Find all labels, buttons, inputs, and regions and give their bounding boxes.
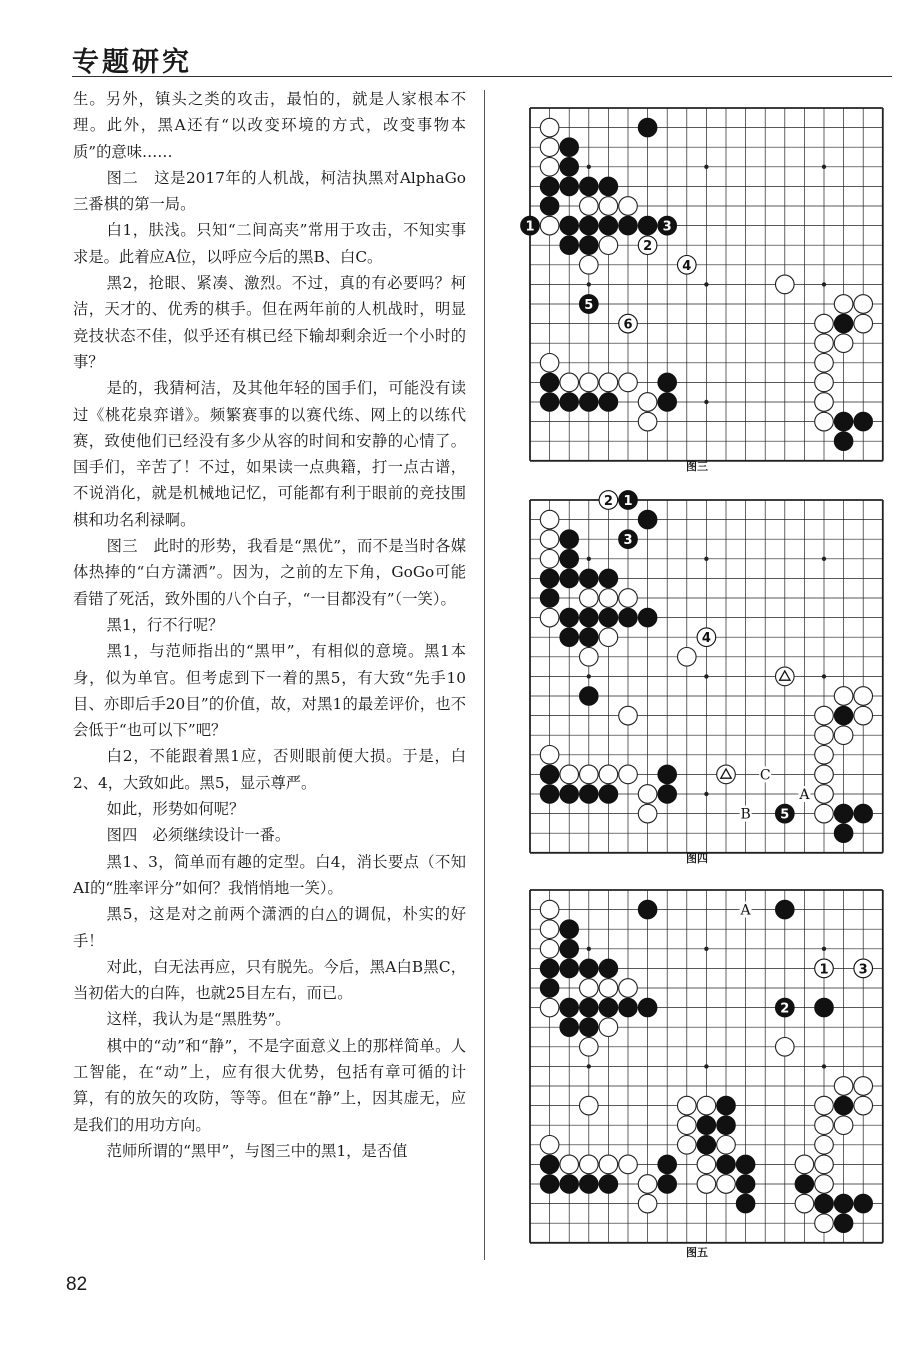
white-stone xyxy=(599,1018,618,1037)
black-stone xyxy=(560,920,579,939)
white-stone xyxy=(599,373,618,392)
white-stone xyxy=(540,354,559,373)
white-stone xyxy=(540,746,559,765)
point-letter: C xyxy=(759,767,771,784)
black-stone xyxy=(580,216,599,235)
numbered-move xyxy=(619,491,638,510)
star-point xyxy=(587,282,591,286)
black-stone xyxy=(540,177,559,196)
white-stone xyxy=(580,589,599,608)
black-stone xyxy=(834,706,853,725)
numbered-move xyxy=(815,959,834,978)
white-stone xyxy=(815,746,834,765)
paragraph: 白1，肤浅。只知“二间高夹”常用于攻击，不知实事求是。此着应A位，以呼应今后的黑B、白C。 xyxy=(73,221,466,266)
white-stone xyxy=(599,979,618,998)
black-stone xyxy=(638,118,657,137)
white-stone xyxy=(815,804,834,823)
black-stone xyxy=(540,589,559,608)
black-stone xyxy=(580,569,599,588)
column-divider xyxy=(484,90,485,1260)
black-stone xyxy=(560,940,579,959)
white-stone xyxy=(815,393,834,412)
white-stone xyxy=(834,1116,853,1135)
black-stone xyxy=(560,216,579,235)
numbered-move xyxy=(854,959,873,978)
star-point xyxy=(587,674,591,678)
move-number: 5 xyxy=(780,807,790,823)
black-stone xyxy=(815,1194,834,1213)
move-number: 4 xyxy=(701,631,711,647)
numbered-move xyxy=(619,530,638,549)
black-stone xyxy=(599,998,618,1017)
white-stone xyxy=(697,1155,716,1174)
white-stone xyxy=(580,1038,599,1057)
black-stone xyxy=(540,393,559,412)
black-stone xyxy=(834,1096,853,1115)
paragraph: 黑5，这是对之前两个潇洒的白△的调侃，朴实的好手！ xyxy=(73,905,466,950)
white-stone xyxy=(619,979,638,998)
numbered-move xyxy=(776,998,795,1017)
black-stone xyxy=(560,530,579,549)
move-number: 1 xyxy=(525,219,535,235)
go-board xyxy=(520,880,898,1258)
white-stone xyxy=(815,765,834,784)
black-stone xyxy=(619,216,638,235)
black-stone xyxy=(580,959,599,978)
black-stone xyxy=(540,1155,559,1174)
move-number: 3 xyxy=(623,533,633,549)
star-point xyxy=(704,282,708,286)
black-stone xyxy=(658,1175,677,1194)
black-stone xyxy=(736,1155,755,1174)
black-stone xyxy=(599,785,618,804)
white-stone xyxy=(599,628,618,647)
black-stone xyxy=(854,412,873,431)
star-point xyxy=(587,1064,591,1068)
white-stone xyxy=(540,216,559,235)
white-stone xyxy=(815,1116,834,1135)
go-diagram-3 xyxy=(520,98,898,476)
black-stone xyxy=(697,1116,716,1135)
diagram-caption-4: 图四 xyxy=(686,852,708,865)
star-point xyxy=(822,557,826,561)
white-stone xyxy=(540,608,559,627)
white-stone xyxy=(638,804,657,823)
white-stone xyxy=(540,118,559,137)
black-stone xyxy=(560,959,579,978)
triangle-marked-stone xyxy=(776,667,795,686)
white-stone xyxy=(854,687,873,706)
black-stone xyxy=(599,216,618,235)
move-number: 2 xyxy=(780,1001,790,1017)
white-stone xyxy=(580,373,599,392)
paragraph: 棋中的“动”和“静”，不是字面意义上的那样简单。人工智能，在“动”上，应有很大优势，包括有章可循的计算，有的放矢的攻防，等等。但在“静”上，因其虚无，应是我们的用功方向。 xyxy=(73,1036,466,1134)
paragraph: 图二 这是2017年的人机战，柯洁执黑对AlphaGo三番棋的第一局。 xyxy=(73,168,466,214)
move-number: 2 xyxy=(643,239,653,255)
white-stone xyxy=(599,589,618,608)
white-stone xyxy=(619,706,638,725)
black-stone xyxy=(599,1175,618,1194)
paragraph: 范师所谓的“黑甲”，与图三中的黑1，是否值 xyxy=(106,1141,408,1160)
paragraph: 是的，我猜柯洁，及其他年轻的国手们，可能没有读过《桃花泉弈谱》。频繁赛事的以赛代练、网上的以练代赛，致使他们已经没有多少从容的时间和安静的心情了。国手们，辛苦了！不过，如果读一点典籍，打一点古谱，不说消化，就是机械地记忆，可能都有利于眼前的竞技围棋和功名利禄啊。 xyxy=(73,379,466,529)
numbered-move xyxy=(638,236,657,255)
black-stone xyxy=(658,373,677,392)
star-point xyxy=(704,400,708,404)
black-stone xyxy=(560,1175,579,1194)
black-stone xyxy=(599,959,618,978)
black-stone xyxy=(540,197,559,216)
black-stone xyxy=(560,998,579,1017)
white-stone xyxy=(560,765,579,784)
black-stone xyxy=(834,314,853,333)
numbered-move xyxy=(521,216,540,235)
white-stone xyxy=(834,1077,853,1096)
black-stone xyxy=(638,608,657,627)
star-point xyxy=(587,557,591,561)
white-stone xyxy=(815,785,834,804)
black-stone xyxy=(717,1116,736,1135)
black-stone xyxy=(560,550,579,569)
paragraph: 黑2，抢眼、紧凑、激烈。不过，真的有必要吗？柯洁，天才的、优秀的棋手。但在两年前的人机战时，明显竞技状态不佳，似乎还有棋已经下输却剩余近一个小时的事？ xyxy=(73,274,466,371)
white-stone xyxy=(815,706,834,725)
black-stone xyxy=(560,785,579,804)
black-stone xyxy=(815,998,834,1017)
black-stone xyxy=(560,158,579,177)
white-stone xyxy=(854,706,873,725)
black-stone xyxy=(619,998,638,1017)
white-stone xyxy=(599,236,618,255)
white-stone xyxy=(619,589,638,608)
white-stone xyxy=(776,275,795,294)
numbered-move xyxy=(776,804,795,823)
numbered-move xyxy=(619,314,638,333)
star-point xyxy=(822,674,826,678)
white-stone xyxy=(815,726,834,745)
black-stone xyxy=(638,900,657,919)
black-stone xyxy=(540,765,559,784)
black-stone xyxy=(619,608,638,627)
go-diagram-4 xyxy=(520,490,898,868)
move-number: 3 xyxy=(662,219,672,235)
black-stone xyxy=(540,1175,559,1194)
star-point xyxy=(822,947,826,951)
black-stone xyxy=(580,236,599,255)
diagram-caption-3: 图三 xyxy=(686,460,708,473)
black-stone xyxy=(540,785,559,804)
white-stone xyxy=(540,998,559,1017)
white-stone xyxy=(638,785,657,804)
move-number: 5 xyxy=(584,298,594,313)
white-stone xyxy=(854,1096,873,1115)
star-point xyxy=(822,165,826,169)
white-stone xyxy=(599,1155,618,1174)
white-stone xyxy=(638,412,657,431)
white-stone xyxy=(815,1214,834,1233)
white-stone xyxy=(580,1155,599,1174)
black-stone xyxy=(580,608,599,627)
move-number: 2 xyxy=(603,494,613,509)
white-stone xyxy=(540,530,559,549)
black-stone xyxy=(540,959,559,978)
header-rule xyxy=(72,76,892,77)
black-stone xyxy=(580,393,599,412)
star-point xyxy=(704,1064,708,1068)
black-stone xyxy=(834,824,853,843)
white-stone xyxy=(854,295,873,314)
white-stone xyxy=(815,1096,834,1115)
white-stone xyxy=(815,334,834,353)
white-stone xyxy=(580,765,599,784)
white-stone xyxy=(815,1155,834,1174)
star-point xyxy=(704,165,708,169)
black-stone xyxy=(736,1175,755,1194)
white-stone xyxy=(638,393,657,412)
go-board xyxy=(520,98,898,476)
black-stone xyxy=(834,1214,853,1233)
article-text xyxy=(73,86,466,1164)
white-stone xyxy=(815,314,834,333)
move-number: 6 xyxy=(623,317,633,333)
black-stone xyxy=(658,785,677,804)
white-stone xyxy=(697,1175,716,1194)
white-stone xyxy=(834,295,853,314)
go-diagram-5 xyxy=(520,880,898,1258)
white-stone xyxy=(540,900,559,919)
white-stone xyxy=(599,197,618,216)
black-stone xyxy=(854,804,873,823)
white-stone xyxy=(776,1038,795,1057)
black-stone xyxy=(854,1194,873,1213)
black-stone xyxy=(560,608,579,627)
black-stone xyxy=(776,900,795,919)
white-stone xyxy=(795,1155,814,1174)
black-stone xyxy=(560,138,579,157)
black-stone xyxy=(540,979,559,998)
white-stone xyxy=(540,510,559,529)
star-point xyxy=(704,557,708,561)
black-stone xyxy=(658,765,677,784)
white-stone xyxy=(619,197,638,216)
black-stone xyxy=(560,393,579,412)
go-board xyxy=(520,490,898,868)
black-stone xyxy=(540,373,559,392)
white-stone xyxy=(560,1155,579,1174)
numbered-move xyxy=(678,256,697,275)
black-stone xyxy=(599,608,618,627)
white-stone xyxy=(678,1116,697,1135)
black-stone xyxy=(580,1175,599,1194)
black-stone xyxy=(638,510,657,529)
section-title: 专题研究 xyxy=(72,47,192,78)
black-stone xyxy=(717,1096,736,1115)
black-stone xyxy=(638,216,657,235)
white-stone xyxy=(678,1136,697,1155)
black-stone xyxy=(560,1018,579,1037)
white-stone xyxy=(815,373,834,392)
black-stone xyxy=(580,177,599,196)
white-stone xyxy=(717,1175,736,1194)
white-stone xyxy=(815,412,834,431)
white-stone xyxy=(834,334,853,353)
black-stone xyxy=(834,1194,853,1213)
white-stone xyxy=(717,1136,736,1155)
black-stone xyxy=(560,628,579,647)
move-number: 4 xyxy=(682,258,692,274)
numbered-move xyxy=(580,295,599,314)
white-stone xyxy=(678,648,697,667)
black-stone xyxy=(658,1155,677,1174)
star-point xyxy=(587,165,591,169)
paragraph: 黑1，行不行呢？ xyxy=(106,615,224,634)
white-stone xyxy=(834,687,853,706)
black-stone xyxy=(834,804,853,823)
white-stone xyxy=(854,1077,873,1096)
paragraph: 黑1、3，简单而有趣的定型。白4，消长要点（不知AI的“胜率评分”如何？我悄悄地一笑）。 xyxy=(73,852,466,897)
white-stone xyxy=(638,1175,657,1194)
paragraph: 图四 必须继续设计一番。 xyxy=(106,826,291,845)
white-stone xyxy=(678,1096,697,1115)
white-stone xyxy=(580,648,599,667)
black-stone xyxy=(580,1018,599,1037)
move-number: 3 xyxy=(858,962,868,978)
star-point xyxy=(822,1064,826,1068)
paragraph: 白2，不能跟着黑1应，否则眼前便大损。于是，白2、4，大致如此。黑5，显示尊严。 xyxy=(73,747,466,792)
white-stone xyxy=(697,1096,716,1115)
black-stone xyxy=(599,569,618,588)
black-stone xyxy=(834,412,853,431)
black-stone xyxy=(795,1175,814,1194)
paragraph: 生。另外，镇头之类的攻击，最怕的，就是人家根本不理。此外，黑A还有“以改变环境的方式，改变事物本质”的意味…… xyxy=(73,90,466,161)
white-stone xyxy=(540,550,559,569)
black-stone xyxy=(697,1136,716,1155)
numbered-move xyxy=(599,491,618,510)
point-letter: A xyxy=(799,787,810,803)
black-stone xyxy=(580,628,599,647)
white-stone xyxy=(580,197,599,216)
diagram-caption-5: 图五 xyxy=(686,1246,708,1259)
point-letter: B xyxy=(740,806,751,823)
white-stone xyxy=(540,920,559,939)
white-stone xyxy=(580,979,599,998)
white-stone xyxy=(638,1194,657,1213)
numbered-move xyxy=(658,216,677,235)
page-number: 82 xyxy=(66,1274,88,1295)
black-stone xyxy=(736,1194,755,1213)
move-number: 1 xyxy=(819,962,829,978)
white-stone xyxy=(540,1136,559,1155)
white-stone xyxy=(560,373,579,392)
white-stone xyxy=(815,1136,834,1155)
black-stone xyxy=(580,687,599,706)
black-stone xyxy=(560,569,579,588)
white-stone xyxy=(815,354,834,373)
white-stone xyxy=(619,373,638,392)
numbered-move xyxy=(697,628,716,647)
star-point xyxy=(704,674,708,678)
black-stone xyxy=(638,998,657,1017)
paragraph: 黑1，与范师指出的“黑甲”，有相似的意境。黑1本身，似为单官。但考虑到下一着的黑5，有大致“先手10目、亦即后手20目”的价值，故，对黑1的最差评价，也不会低于“也可以下”吧？ xyxy=(73,642,466,740)
black-stone xyxy=(580,998,599,1017)
white-stone xyxy=(599,765,618,784)
paragraph: 这样，我认为是“黑胜势”。 xyxy=(106,1010,291,1029)
white-stone xyxy=(580,1096,599,1115)
white-stone xyxy=(815,1175,834,1194)
paragraph: 图三 此时的形势，我看是“黑优”，而不是当时各媒体热捧的“白方潇洒”。因为，之前的左下角，GoGo可能看错了死活，致外围的八个白子，“一目都没有”（一笑）。 xyxy=(73,537,466,608)
white-stone xyxy=(540,138,559,157)
triangle-marked-stone xyxy=(717,765,736,784)
black-stone xyxy=(560,177,579,196)
white-stone xyxy=(580,256,599,275)
black-stone xyxy=(540,569,559,588)
white-stone xyxy=(619,1155,638,1174)
black-stone xyxy=(834,432,853,451)
white-stone xyxy=(540,940,559,959)
star-point xyxy=(704,792,708,796)
point-letter: A xyxy=(740,902,751,919)
white-stone xyxy=(540,158,559,177)
black-stone xyxy=(599,393,618,412)
white-stone xyxy=(834,726,853,745)
black-stone xyxy=(717,1155,736,1174)
white-stone xyxy=(795,1194,814,1213)
paragraph: 对此，白无法再应，只有脱先。今后，黑A白B黑C，当初偌大的白阵，也就25目左右，而已。 xyxy=(73,957,466,1003)
star-point xyxy=(587,947,591,951)
white-stone xyxy=(619,765,638,784)
paragraph: 如此，形势如何呢？ xyxy=(106,800,245,819)
star-point xyxy=(822,282,826,286)
black-stone xyxy=(580,785,599,804)
star-point xyxy=(704,947,708,951)
black-stone xyxy=(658,393,677,412)
move-number: 1 xyxy=(623,494,633,509)
black-stone xyxy=(560,236,579,255)
black-stone xyxy=(599,177,618,196)
white-stone xyxy=(854,314,873,333)
